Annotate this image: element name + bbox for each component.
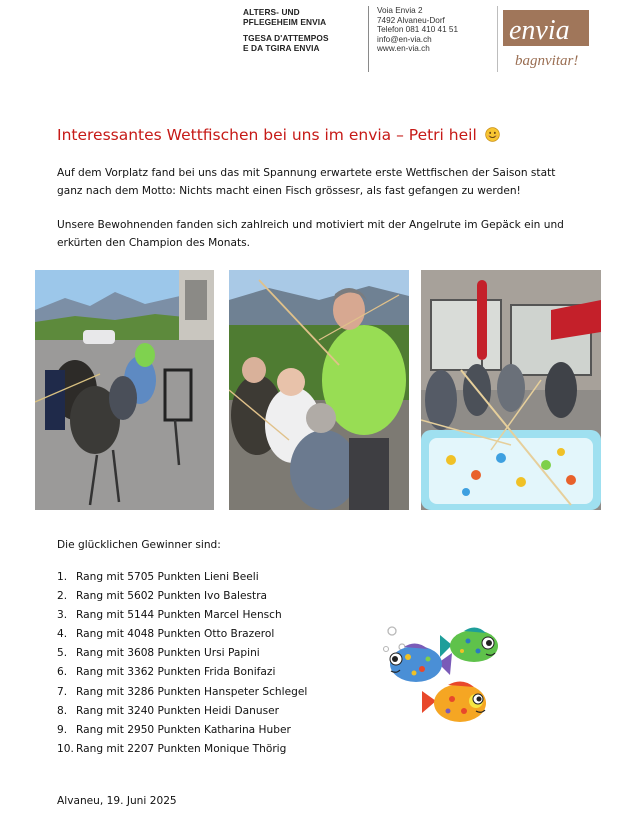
address-block bbox=[377, 6, 495, 54]
paragraph-line: erkürten den Champion des Monats. bbox=[57, 236, 250, 249]
caretaker-with-residents-photo bbox=[229, 270, 409, 510]
paragraph-line: Unsere Bewohnenden fanden sich zahlreich und motiviert mit der Angelrute im Gepäck ein und bbox=[57, 219, 564, 231]
winner-item: 6. Rang mit 3362 Punkten Frida Bonifazi bbox=[57, 666, 276, 679]
winner-item: 7. Rang mit 3286 Punkten Hanspeter Schlegel bbox=[57, 685, 308, 698]
org-line: ALTERS- UND bbox=[243, 7, 300, 17]
winners-list bbox=[57, 568, 307, 759]
winner-item: 8. Rang mit 3240 Punkten Heidi Danuser bbox=[57, 704, 279, 717]
header-divider bbox=[368, 6, 369, 72]
outdoor-group-photo bbox=[35, 270, 214, 510]
winner-item: 1. Rang mit 5705 Punkten Lieni Beeli bbox=[57, 571, 259, 583]
second-paragraph bbox=[57, 217, 597, 252]
winner-item: 10. Rang mit 2207 Punkten Monique Thörig bbox=[57, 742, 287, 755]
winner-item: 4. Rang mit 4048 Punkten Otto Brazerol bbox=[57, 628, 275, 641]
logo-tagline: bagnvitar! bbox=[515, 53, 579, 69]
winner-item: 3. Rang mit 5144 Punkten Marcel Hensch bbox=[57, 609, 282, 622]
paragraph-line: Auf dem Vorplatz fand bei uns das mit Spannung erwartete erste Wettfischen der Saison statt bbox=[57, 167, 556, 179]
org-line: E DA TGIRA ENVIA bbox=[243, 43, 320, 54]
organization-name bbox=[243, 7, 363, 54]
winner-item: 5. Rang mit 3608 Punkten Ursi Papini bbox=[57, 647, 260, 660]
address-website[interactable]: www.en-via.ch bbox=[377, 44, 430, 54]
fishing-pool-photo bbox=[421, 270, 601, 510]
paragraph-line: ganz nach dem Motto: Nichts macht einen Fisch grössesr, als fast gefangen zu werden! bbox=[57, 184, 521, 197]
envia-logo bbox=[503, 8, 608, 72]
winners-heading: Die glücklichen Gewinner sind: bbox=[57, 539, 221, 551]
address-email[interactable]: info@en-via.ch bbox=[377, 34, 432, 44]
footer-date: Alvaneu, 19. Juni 2025 bbox=[57, 795, 177, 807]
org-line: PFLEGEHEIM ENVIA bbox=[243, 17, 327, 28]
logo-wordmark: envia bbox=[509, 15, 570, 46]
address-phone: Telefon 081 410 41 51 bbox=[377, 25, 459, 35]
header-divider-right bbox=[497, 6, 498, 72]
page-title: Interessantes Wettfischen bei uns im envia – Petri heil bbox=[57, 126, 597, 144]
fish-illustration-icon bbox=[378, 619, 506, 735]
address-street: Voia Envia 2 bbox=[377, 6, 423, 15]
winner-item: 9. Rang mit 2950 Punkten Katharina Huber bbox=[57, 723, 291, 736]
smiling-face-icon bbox=[485, 127, 500, 142]
address-city: 7492 Alvaneu-Dorf bbox=[377, 15, 445, 25]
org-line: TGESA D'ATTEMPOS bbox=[243, 32, 329, 43]
intro-paragraph bbox=[57, 165, 597, 200]
winner-item: 2. Rang mit 5602 Punkten Ivo Balestra bbox=[57, 590, 268, 603]
